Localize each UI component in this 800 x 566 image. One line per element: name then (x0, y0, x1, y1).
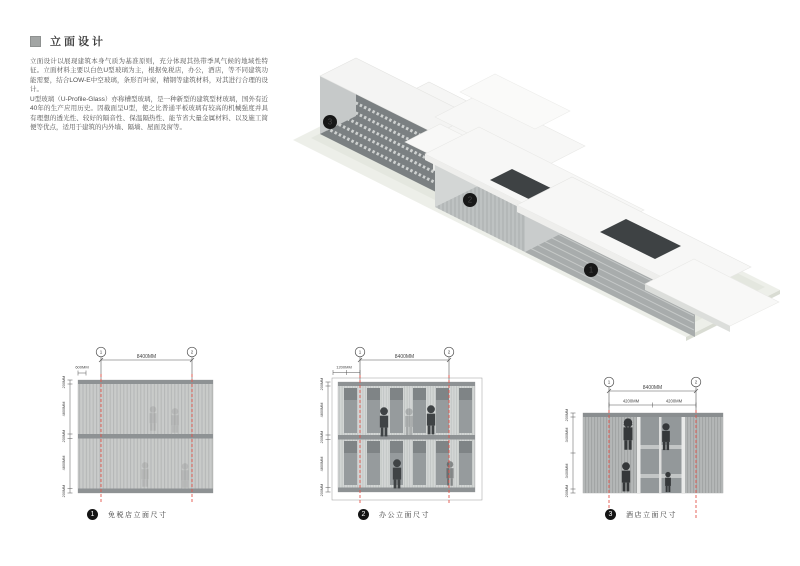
svg-text:200MM: 200MM (565, 484, 569, 498)
dimension-label: 8400MM (136, 354, 157, 360)
svg-text:4800MM: 4800MM (320, 402, 324, 418)
section-header (30, 33, 106, 49)
caption-office (358, 509, 430, 520)
elevation-drawing-dutyfree (45, 345, 245, 507)
elevation-drawing-office (300, 345, 505, 507)
caption-dutyfree (87, 509, 168, 520)
svg-text:2: 2 (694, 379, 698, 385)
svg-text:1: 1 (588, 265, 594, 275)
building-marker-3 (323, 115, 337, 129)
svg-text:4800MM: 4800MM (320, 456, 324, 472)
svg-text:200MM: 200MM (320, 430, 324, 444)
svg-text:200MM: 200MM (565, 408, 569, 422)
dimension-label: 8400MM (642, 385, 663, 391)
svg-text:200MM: 200MM (62, 429, 66, 443)
intro-text-block (30, 57, 268, 132)
axonometric-view (285, 22, 785, 342)
building-marker-1 (584, 263, 598, 277)
svg-text:1: 1 (99, 349, 103, 355)
caption-number-badge: 2 (358, 509, 369, 520)
svg-text:3400MM: 3400MM (565, 427, 569, 443)
svg-text:200MM: 200MM (320, 377, 324, 391)
svg-text:200MM: 200MM (62, 484, 66, 498)
caption-number-badge: 1 (87, 509, 98, 520)
dimension-label: 8400MM (394, 354, 415, 360)
svg-text:1: 1 (358, 349, 362, 355)
svg-text:2: 2 (467, 195, 473, 205)
caption-label: 办公立面尺寸 (379, 511, 430, 519)
svg-text:200MM: 200MM (62, 375, 66, 389)
building-marker-2 (463, 193, 477, 207)
intro-paragraph-1: 立面设计以展现建筑本身气质为基准原则，充分体现其热带季风气候的地域性特征。立面材料主要以白色U型玻璃为主，根据免税店，办公，酒店，等不同建筑功能需要，结合LOW-E中空玻璃，条形百叶窗，精钢等建筑材料，对其进行合理的设计。 (30, 58, 268, 94)
dimension-label: 4200MM (665, 398, 683, 404)
svg-text:3400MM: 3400MM (565, 463, 569, 479)
caption-label: 免税店立面尺寸 (108, 511, 168, 519)
elevation-drawing-hotel (540, 368, 770, 526)
intro-paragraph-2: U型玻璃（U-Profile-Glass）亦称槽型玻璃，是一种新型的建筑型材玻璃，国外有近40年的生产应用历史。因截面呈U型，使之比普通平板玻璃有较高的机械强度并具有理想的透光性、较好的隔音性、保温隔热性、能节省大量金属材料、以及施工简便等优点，适用于建筑的内外墙、隔墙、屋面及窗等。 (30, 95, 268, 131)
caption-number-badge: 3 (605, 509, 616, 520)
svg-text:3: 3 (327, 117, 333, 127)
dimension-label: 1200MM (336, 364, 352, 370)
svg-text:4800MM: 4800MM (62, 455, 66, 471)
svg-text:4800MM: 4800MM (62, 401, 66, 417)
svg-text:1: 1 (607, 379, 611, 385)
dimension-label: 4200MM (622, 398, 640, 404)
caption-hotel (605, 509, 677, 520)
svg-text:200MM: 200MM (320, 483, 324, 497)
svg-text:2: 2 (190, 349, 194, 355)
page-title: 立面设计 (50, 36, 106, 48)
section-bullet-icon (30, 36, 41, 47)
caption-label: 酒店立面尺寸 (626, 511, 677, 519)
svg-text:2: 2 (447, 349, 451, 355)
dimension-label: 600MM (75, 364, 89, 370)
